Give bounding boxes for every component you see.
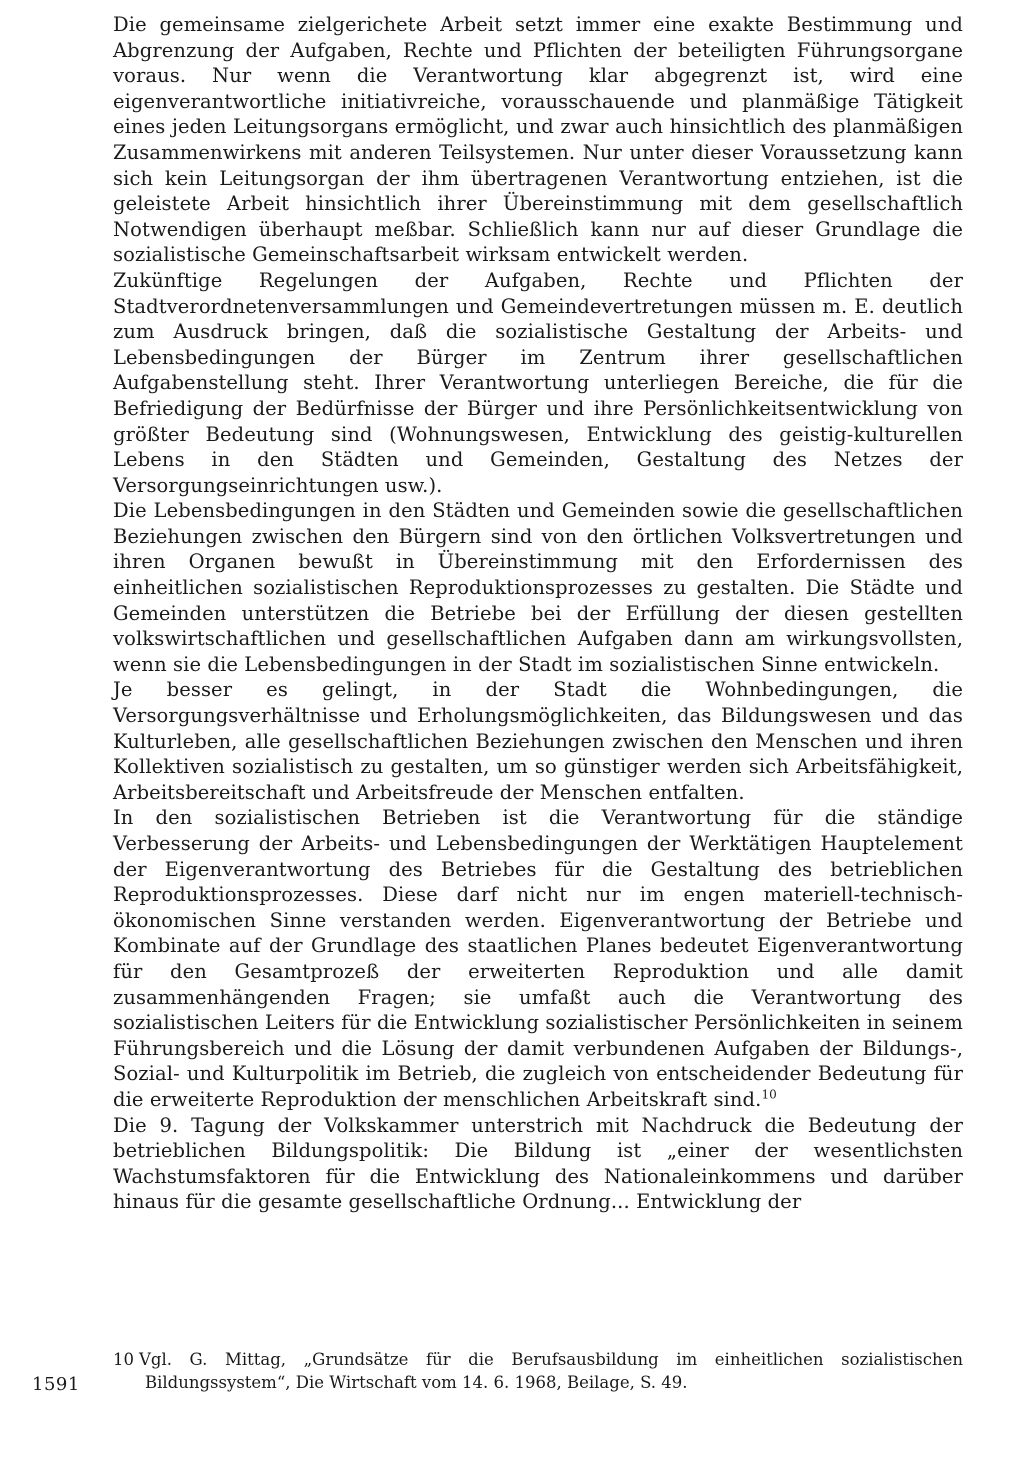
paragraph-5-text: In den sozialistischen Betrieben ist die Verantwortung für die ständige Verbesserung der Arbeits- und Lebensbedingungen der Werktätigen Hauptelement der Eigenverantwortung des Betriebes für die Gestaltung des betrieblichen Reproduktionsprozesses. Diese darf nicht nur im engen materiell-technisch-ökonomischen Sinne verstanden werden. Eigenverantwortung der Betriebe und Kombinate auf der Grundlage des staatlichen Planes bedeutet Eigenverantwortung für den Gesamtprozeß der erweiterten Reproduktion und alle damit zusammenhängenden Fragen; sie umfaßt auch die Verantwortung des sozialistischen Leiters für die Entwicklung sozialistischer Persönlichkeiten in seinem Führungsbereich und die Lösung der damit verbundenen Aufgaben der Bildungs-, Sozial- und Kulturpolitik im Betrieb, die zugleich von entscheidender Bedeutung für die erweiterte Reproduktion der menschlichen Arbeitskraft sind. [113, 806, 963, 1111]
paragraph-2: Zukünftige Regelungen der Aufgaben, Rechte und Pflichten der Stadtverordnetenversammlungen und Gemeindevertretungen müssen m. E. deutlich zum Ausdruck bringen, daß die sozialistische Gestaltung der Arbeits- und Lebensbedingungen der Bürger im Zentrum ihrer gesellschaftlichen Aufgabenstellung steht. Ihrer Verantwortung unterliegen Bereiche, die für die Befriedigung der Bedürfnisse der Bürger und ihre Persönlichkeitsentwicklung von größter Bedeutung sind (Wohnungswesen, Entwicklung des geistig-kulturellen Lebens in den Städten und Gemeinden, Gestaltung des Netzes der Versorgungseinrichtungen usw.). [113, 268, 963, 497]
paragraph-1: Die gemeinsame zielgerichete Arbeit setzt immer eine exakte Bestimmung und Abgrenzung der Aufgaben, Rechte und Pflichten der beteiligten Führungsorgane voraus. Nur wenn die Verantwortung klar abgegrenzt ist, wird eine eigenverantwortliche initiativreiche, vorausschauende und planmäßige Tätigkeit eines jeden Leitungsorgans ermöglicht, und zwar auch hinsichtlich des planmäßigen Zusammenwirkens mit anderen Teilsystemen. Nur unter dieser Voraussetzung kann sich kein Leitungsorgan der ihm übertragenen Verantwortung entziehen, ist die geleistete Arbeit hinsichtlich ihrer Übereinstimmung mit dem gesellschaftlich Notwendigen überhaupt meßbar. Schließlich kann nur auf dieser Grundlage die sozialistische Gemeinschaftsarbeit wirksam entwickelt werden. [113, 13, 963, 267]
footnote-reference: 10 [761, 1087, 777, 1102]
footnote-number: 10 [113, 1350, 134, 1369]
page-number: 1591 [32, 1374, 80, 1395]
paragraph-4: Je besser es gelingt, in der Stadt die Wohnbedingungen, die Versorgungsverhältnisse und Erholungsmöglichkeiten, das Bildungswesen und das Kulturleben, alle gesellschaftlichen Beziehungen zwischen den Menschen und ihren Kollektiven sozialistisch zu gestalten, um so günstiger werden sich Arbeitsfähigkeit, Arbeitsbereitschaft und Arbeitsfreude der Menschen entfalten. [113, 678, 963, 804]
paragraph-6: Die 9. Tagung der Volkskammer unterstrich mit Nachdruck die Bedeutung der betrieblichen Bildungspolitik: Die Bildung ist „einer der wesentlichsten Wachstumsfaktoren für die Entwicklung des Nationaleinkommens und darüber hinaus für die gesamte gesellschaftliche Ordnung... Entwicklung der [113, 1113, 963, 1214]
footnote-text: Vgl. G. Mittag, „Grundsätze für die Berufsausbildung im einheitlichen sozialistischen Bildungssystem“, Die Wirtschaft vom 14. 6. 1968, Beilage, S. 49. [139, 1350, 963, 1392]
footnote [113, 1348, 963, 1394]
body-text [113, 12, 963, 1215]
paragraph-3: Die Lebensbedingungen in den Städten und Gemeinden sowie die gesellschaftlichen Beziehungen zwischen den Bürgern sind von den örtlichen Volksvertretungen und ihren Organen bewußt in Übereinstimmung mit den Erfordernissen des einheitlichen sozialistischen Reproduktionsprozesses zu gestalten. Die Städte und Gemeinden unterstützen die Betriebe bei der Erfüllung der diesen gestellten volkswirtschaftlichen und gesellschaftlichen Aufgaben dann am wirkungsvollsten, wenn sie die Lebensbedingungen in der Stadt im sozialistischen Sinne entwickeln. [113, 499, 963, 676]
paragraph-5 [113, 805, 963, 1112]
